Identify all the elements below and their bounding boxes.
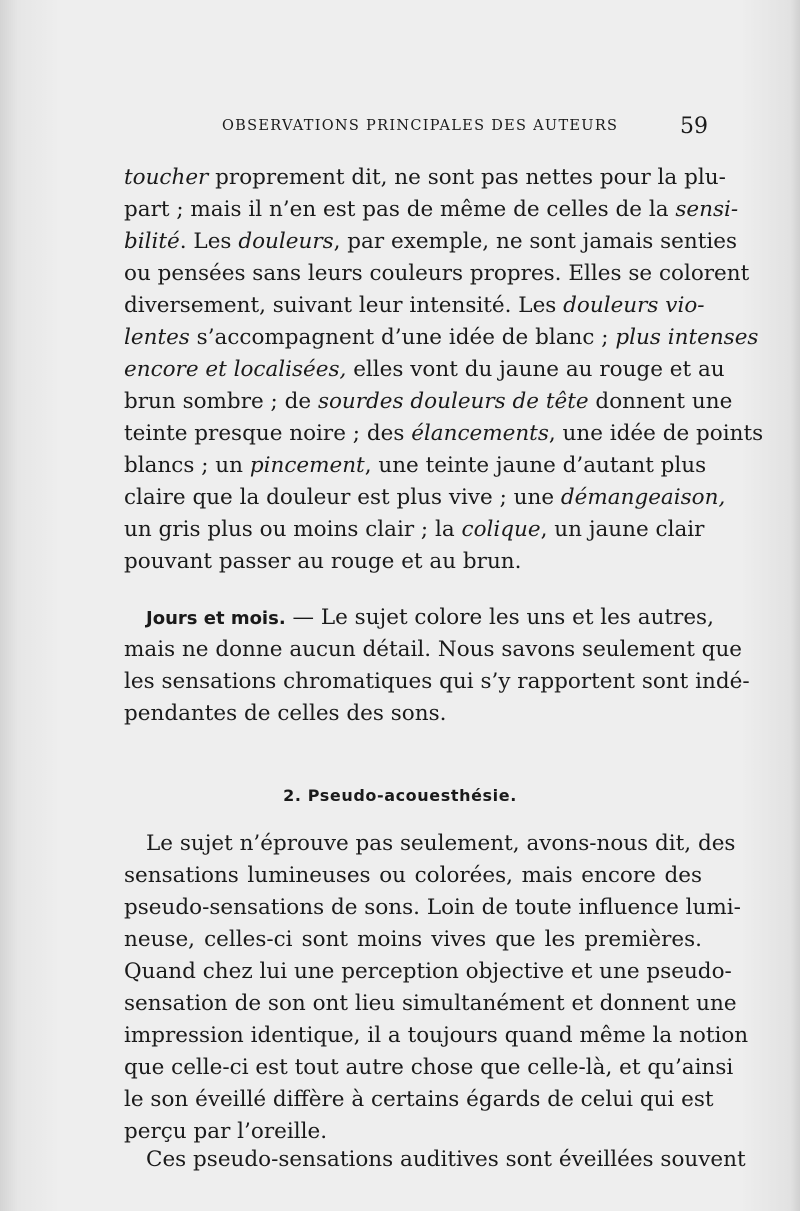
text: diversement, suivant leur intensité. Les (124, 293, 564, 318)
p1-line-9 (124, 420, 764, 448)
italic-term: colique (461, 517, 541, 542)
italic-term: sourdes douleurs de tête (317, 389, 589, 414)
p4-line-1: Ces pseudo-sensations auditives sont éveillées souvent (146, 1147, 746, 1172)
italic-term: élancements (411, 421, 549, 446)
italic-term: toucher (124, 165, 209, 190)
text: , par exemple, ne sont jamais senties (333, 229, 737, 254)
text: s’accompagnent d’une idée de blanc ; (189, 325, 616, 350)
italic-term: pincement (249, 453, 365, 478)
text: donnent une (588, 389, 733, 414)
p1-line-12 (124, 516, 705, 544)
text: , un jaune clair (540, 517, 705, 542)
p1-line-2 (124, 196, 739, 224)
p1-line-1 (124, 164, 726, 192)
p3-line-9: le son éveillé diffère à certains égards de celui qui est (124, 1087, 714, 1112)
text: . Les (179, 229, 239, 254)
p1-line-3 (124, 228, 737, 256)
p1-line-4: ou pensées sans leurs couleurs propres. Elles se colorent (124, 261, 750, 286)
text: un gris plus ou moins clair ; la (124, 517, 462, 542)
p3-line-7: impression identique, il a toujours quand même la notion (124, 1023, 749, 1048)
text: , une teinte jaune d’autant plus (364, 453, 707, 478)
text: elles vont du jaune au rouge et au (346, 357, 725, 382)
running-title: OBSERVATIONS PRINCIPALES DES AUTEURS (222, 118, 619, 134)
text: blancs ; un (124, 453, 250, 478)
p3-line-6: sensation de son ont lieu simultanément et donnent une (124, 991, 737, 1016)
p1-line-6 (124, 324, 759, 352)
italic-term: encore et localisées, (124, 357, 347, 382)
text: proprement dit, ne sont pas nettes pour la plu- (208, 165, 726, 190)
text: teinte presque noire ; des (124, 421, 412, 446)
page-header (222, 116, 708, 140)
p3-line-10: perçu par l’oreille. (124, 1119, 328, 1144)
italic-term: sensi- (675, 197, 739, 222)
italic-term: bilité (124, 229, 180, 254)
p1-line-8 (124, 388, 733, 416)
p1-line-11 (124, 484, 726, 512)
p1-line-5 (124, 292, 705, 320)
p2-line-1 (146, 604, 714, 633)
run-in-heading: Jours et mois. (146, 608, 286, 629)
p2-line-3: les sensations chromatiques qui s’y rapportent sont indé- (124, 669, 750, 694)
text: , une idée de points (548, 421, 764, 446)
p3-line-5: Quand chez lui une perception objective et une pseudo- (124, 959, 732, 984)
p3-line-2: sensations lumineuses ou colorées, mais encore des (124, 863, 702, 888)
p3-line-4: neuse, celles-ci sont moins vives que les premières. (124, 927, 702, 952)
section-title: 2. Pseudo-acouesthésie. (283, 786, 517, 805)
text: brun sombre ; de (124, 389, 318, 414)
text: claire que la douleur est plus vive ; une (124, 485, 561, 510)
text: — Le sujet colore les uns et les autres, (285, 605, 714, 630)
text: part ; mais il n’en est pas de même de celles de la (124, 197, 676, 222)
italic-term: douleurs (238, 229, 334, 254)
p3-line-3: pseudo-sensations de sons. Loin de toute influence lumi- (124, 895, 741, 920)
p1-line-7 (124, 356, 725, 384)
italic-term: douleurs vio- (563, 293, 705, 318)
p1-line-13: pouvant passer au rouge et au brun. (124, 549, 522, 574)
p2-line-2: mais ne donne aucun détail. Nous savons seulement que (124, 637, 743, 662)
p1-line-10 (124, 452, 707, 480)
italic-term: plus intenses (615, 325, 759, 350)
page-number: 59 (680, 114, 708, 139)
italic-term: lentes (124, 325, 190, 350)
italic-term: démangeaison, (560, 485, 726, 510)
p3-line-8: que celle-ci est tout autre chose que celle-là, et qu’ainsi (124, 1055, 734, 1080)
p3-line-1: Le sujet n’éprouve pas seulement, avons-nous dit, des (146, 831, 736, 856)
p2-line-4: pendantes de celles des sons. (124, 701, 447, 726)
